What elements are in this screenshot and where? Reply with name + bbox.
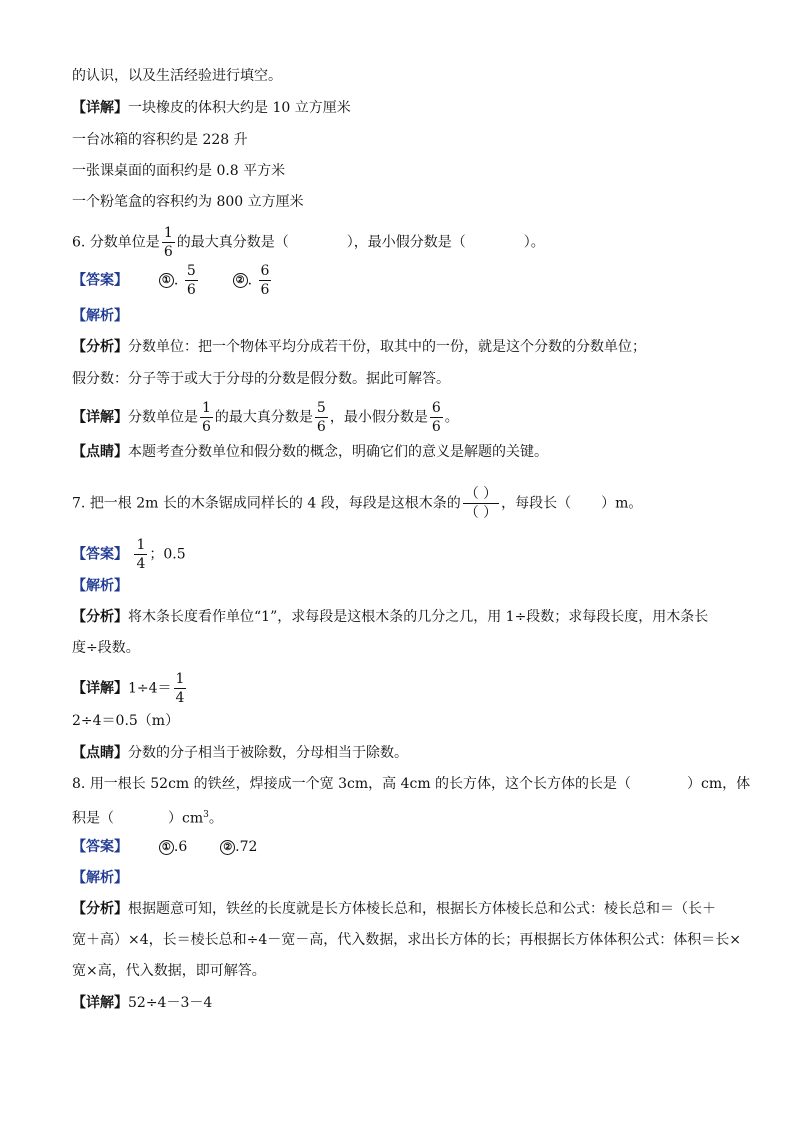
frac-numerator: 1 [202, 400, 211, 416]
frac-denominator: 6 [316, 419, 326, 435]
q7-answer-fraction [134, 538, 147, 571]
intro-detail-text: 一块橡皮的体积大约是 10 立方厘米 [128, 100, 351, 116]
q6-detail-d: 。 [444, 409, 459, 426]
q8-fenxi-3: 宽×高，代入数据，即可解答。 [72, 963, 266, 979]
q6-answer-fraction-2 [259, 264, 272, 297]
frac-denominator: 4 [136, 556, 146, 572]
frac-numerator: 1 [163, 225, 173, 241]
q8-answer-2: .72 [235, 839, 258, 855]
intro-line-3: 一台冰箱的容积约是 228 升 [72, 132, 248, 148]
answer-tag: 【答案】 [72, 839, 128, 855]
q7-detail-2: 2÷4＝0.5（m） [72, 713, 180, 729]
frac-numerator: 5 [186, 263, 196, 279]
q7-question [72, 487, 642, 520]
frac-numerator: 1 [175, 671, 185, 687]
intro-detail [72, 98, 351, 118]
q6-text-d: ）。 [523, 234, 545, 251]
frac-denominator: 6 [202, 419, 211, 435]
q7-detail-fraction [174, 672, 187, 705]
q7-text-c: ）m。 [601, 495, 643, 512]
fenxi-tag: 【分析】 [72, 339, 128, 355]
q6-question [72, 226, 545, 259]
q7-text-a: 把一根 2m 长的木条锯成同样长的 4 段，每段是这根木条的 [89, 495, 461, 512]
intro-line-1: 的认识，以及生活经验进行填空。 [72, 68, 282, 84]
q6-number: 6. [72, 234, 86, 251]
q8-detail [72, 993, 212, 1013]
q8-number: 8. [72, 776, 86, 792]
q7-jiexi: 【解析】 [72, 578, 128, 594]
q8-fenxi-text: 根据题意可知，铁丝的长度就是长方体棱长总和，根据长方体棱长总和公式：棱长总和＝（长＋ [128, 901, 716, 917]
q6-dianjing [72, 442, 548, 462]
q7-text-b: ，每段长（ [501, 495, 572, 512]
q7-dianjing-text: 分数的分子相当于被除数，分母相当于除数。 [128, 745, 408, 761]
q6-text-b: 的最大真分数是（ [176, 234, 289, 251]
q7-fenxi-text: 将木条长度看作单位“1”，求每段是这根木条的几分之几，用 1÷段数；求每段长度，用木条长 [128, 609, 709, 625]
q7-detail [72, 672, 188, 705]
q6-jiexi: 【解析】 [72, 308, 128, 324]
answer-tag: 【答案】 [72, 272, 128, 289]
q6-detail-fraction-1 [200, 401, 213, 434]
q8-fenxi-2: 宽＋高）×4，长＝棱长总和÷4－宽－高，代入数据，求出长方体的长；再根据长方体体积公式：体积＝长× [72, 932, 742, 948]
q7-answer [72, 538, 186, 571]
detail-tag: 【详解】 [72, 680, 128, 697]
answer-tag: 【答案】 [72, 546, 128, 563]
q6-detail-c: ，最小假分数是 [329, 409, 428, 426]
q8-detail-text: 52÷4－3－4 [128, 995, 213, 1011]
frac-denominator: 6 [260, 282, 270, 298]
q7-dianjing [72, 743, 408, 763]
q7-number: 7. [72, 495, 86, 512]
q6-fenxi-text: 分数单位：把一个物体平均分成若干份，取其中的一份，就是这个分数的分数单位； [128, 339, 646, 355]
q6-answer: 【答案】 ① . $\frac{5}{6}$ ② . $\frac{6}{6}$ [72, 263, 270, 298]
q8-jiexi: 【解析】 [72, 870, 128, 886]
circled-2-icon: ② [220, 840, 235, 855]
frac-denominator: 4 [175, 690, 185, 706]
q6-fenxi-2: 假分数：分子等于或大于分母的分数是假分数。据此可解答。 [72, 371, 450, 387]
dianjing-tag: 【点睛】 [72, 745, 128, 761]
q6-answer-fraction-1 [185, 264, 198, 297]
frac-denominator: 6 [186, 282, 196, 298]
detail-tag: 【详解】 [72, 409, 128, 426]
frac-numerator: 6 [431, 400, 441, 416]
q6-text-c: ），最小假分数是（ [346, 234, 466, 251]
q6-fenxi-1 [72, 337, 646, 357]
circled-1-icon: ① [159, 840, 174, 855]
q8-fenxi-1 [72, 899, 716, 919]
frac-numerator: 1 [136, 537, 146, 553]
q8-text-1: 用一根长 52cm 的铁丝，焊接成一个宽 3cm，高 4cm 的长方体，这个长方体的长是（ [89, 776, 632, 792]
q8-text-2c: 。 [208, 810, 223, 827]
frac-denominator: 6 [163, 244, 173, 260]
q6-detail-fraction-3 [430, 401, 443, 434]
q8-question-line-2 [72, 805, 223, 829]
q8-text-1-end: ）cm，体 [687, 776, 751, 792]
q6-detail-fraction-2 [315, 401, 328, 434]
q8-text-2b: ）cm [168, 810, 204, 827]
q6-unit-fraction [162, 226, 175, 259]
q7-blank-fraction [463, 487, 499, 520]
q6-detail-b: 的最大真分数是 [214, 409, 313, 426]
frac-denominator: （ ） [464, 505, 498, 521]
fenxi-tag: 【分析】 [72, 901, 128, 917]
fenxi-tag: 【分析】 [72, 609, 128, 625]
frac-numerator: （ ） [464, 486, 498, 502]
circled-1-icon: ① [159, 273, 174, 288]
q7-answer-rest: ；0.5 [149, 546, 186, 563]
detail-tag: 【详解】 [72, 995, 128, 1011]
q8-superscript: 3 [203, 810, 209, 820]
dianjing-tag: 【点睛】 [72, 444, 128, 460]
q6-text-a: 分数单位是 [89, 234, 160, 251]
q7-fenxi-1 [72, 607, 708, 627]
q6-detail-a: 分数单位是 [128, 409, 198, 426]
intro-line-5: 一个粉笔盒的容积约为 800 立方厘米 [72, 194, 304, 210]
q8-question-line-1 [72, 774, 750, 794]
q7-detail-text: 1÷4＝ [128, 680, 172, 697]
frac-denominator: 6 [431, 419, 441, 435]
circled-2-icon: ② [233, 273, 248, 288]
q7-fenxi-2: 度÷段数。 [72, 640, 140, 656]
frac-numerator: 6 [260, 263, 270, 279]
frac-numerator: 5 [316, 400, 326, 416]
q6-detail [72, 401, 459, 434]
q8-text-2a: 积是（ [72, 810, 114, 827]
intro-line-4: 一张课桌面的面积约是 0.8 平方米 [72, 163, 286, 179]
detail-tag: 【详解】 [72, 100, 128, 116]
q6-dianjing-text: 本题考查分数单位和假分数的概念，明确它们的意义是解题的关键。 [128, 444, 548, 460]
q8-answer [72, 837, 257, 857]
q8-answer-1: .6 [173, 839, 188, 855]
